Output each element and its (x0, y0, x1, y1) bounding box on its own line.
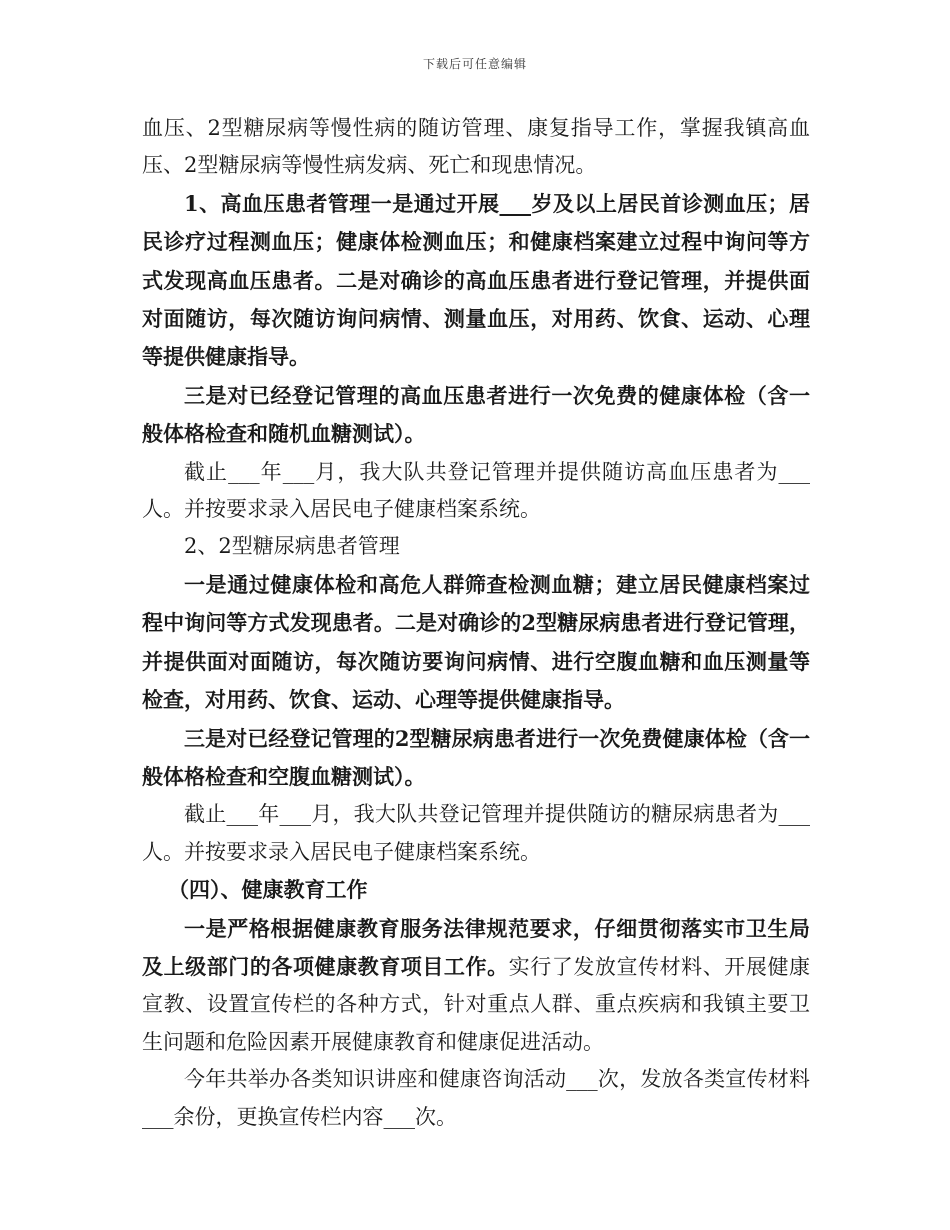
paragraph-text: 实行了发放宣传材料、开展健康宣教、设置宣传栏的各种方式，针对重点人群、重点疾病和我镇主要卫生问题和危险因素开展健康教育和健康促进活动。 (142, 954, 811, 1054)
paragraph-hypertension-checkup (142, 377, 810, 454)
section-heading-health-education (142, 871, 810, 909)
paragraph-text: 今年共举办各类知识讲座和健康咨询活动___次，发放各类宣传材料___余份，更换宣传栏内容___次。 (142, 1067, 810, 1129)
paragraph-hypertension-management (142, 185, 810, 377)
paragraph-text: 三是对已经登记管理的高血压患者进行一次免费的健康体检（含一般体格检查和随机血糖测试）。 (142, 382, 810, 447)
paragraph-text: 一是通过健康体检和高危人群筛查检测血糖；建立居民健康档案过程中询问等方式发现患者。二是对确诊的2型糖尿病患者进行登记管理，并提供面对面随访，每次随访要询问病情、进行空腹血糖和血压测量等检查，对用药、饮食、运动、心理等提供健康指导。 (142, 571, 810, 713)
heading-text: 2、2型糖尿病患者管理 (184, 534, 400, 559)
paragraph-0 (142, 110, 810, 185)
paragraph-text-bold: 一是严格根据健康教育服务法律规范要求，仔细贯彻落实市卫生局及上级部门的各项健康教育项目工作。 (142, 915, 810, 979)
page-header: 下载后可任意编辑 (422, 57, 527, 71)
paragraph-text: 截止___年___月，我大队共登记管理并提供随访的糖尿病患者为___人。并按要求录入居民电子健康档案系统。 (142, 802, 810, 864)
paragraph-text: 1、高血压患者管理一是通过开展___岁及以上居民首诊测血压；居民诊疗过程测血压；健康体检测血压；和健康档案建立过程中询问等方式发现高血压患者。二是对确诊的高血压患者进行登记管理，并提供面对面随访，每次随访询问病情、测量血压，对用药、饮食、运动、心理等提供健康指导。 (142, 190, 810, 370)
paragraph-text: 截止___年___月，我大队共登记管理并提供随访高血压患者为___人。并按要求录入居民电子健康档案系统。 (142, 459, 810, 522)
section-heading-diabetes (142, 528, 810, 565)
heading-text: （四）、健康教育工作 (168, 877, 368, 903)
paragraph-health-education (142, 910, 810, 1062)
document-body (142, 110, 810, 1136)
paragraph-diabetes-management (142, 566, 810, 720)
paragraph-diabetes-count (142, 796, 810, 871)
paragraph-hypertension-count (142, 454, 810, 529)
paragraph-education-activity-count (142, 1061, 810, 1136)
paragraph-text: 三是对已经登记管理的2型糖尿病患者进行一次免费健康体检（含一般体格检查和空腹血糖测试）。 (142, 725, 810, 789)
paragraph-text: 血压、2型糖尿病等慢性病的随访管理、康复指导工作，掌握我镇高血压、2型糖尿病等慢性病发病、死亡和现患情况。 (142, 116, 810, 178)
paragraph-diabetes-checkup (142, 720, 810, 797)
